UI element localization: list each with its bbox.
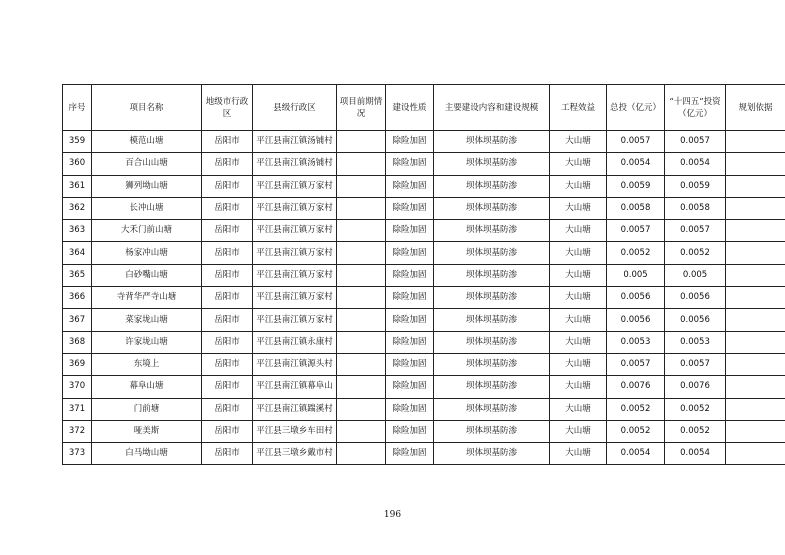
cell-content: 坝体坝基防渗 <box>434 309 550 331</box>
cell-basis <box>726 443 785 465</box>
cell-benefit: 大山塘 <box>550 153 607 175</box>
cell-basis <box>726 398 785 420</box>
cell-city: 岳阳市 <box>202 398 253 420</box>
cell-content: 坝体坝基防渗 <box>434 197 550 219</box>
cell-city: 岳阳市 <box>202 443 253 465</box>
cell-county: 平江县南江镇汤铺村 <box>253 153 337 175</box>
cell-county: 平江县三墩乡戴市村 <box>253 443 337 465</box>
cell-total-investment: 0.0057 <box>607 220 665 242</box>
cell-county: 平江县南江镇万家村 <box>253 264 337 286</box>
cell-seq: 362 <box>63 197 92 219</box>
cell-total-investment: 0.0054 <box>607 153 665 175</box>
cell-preliminary <box>337 242 386 264</box>
cell-county: 平江县南江镇汤铺村 <box>253 131 337 153</box>
cell-preliminary <box>337 398 386 420</box>
cell-city: 岳阳市 <box>202 175 253 197</box>
table-header-row <box>63 85 785 131</box>
cell-content: 坝体坝基防渗 <box>434 264 550 286</box>
cell-county: 平江县南江镇踹溪村 <box>253 398 337 420</box>
cell-seq: 368 <box>63 331 92 353</box>
cell-nature: 除险加固 <box>386 131 434 153</box>
cell-preliminary <box>337 220 386 242</box>
cell-preliminary <box>337 287 386 309</box>
header-city: 地级市行政区 <box>202 85 253 131</box>
cell-content: 坝体坝基防渗 <box>434 153 550 175</box>
cell-total-investment: 0.0076 <box>607 376 665 398</box>
cell-project-name: 大禾门前山塘 <box>92 220 202 242</box>
table-row <box>63 197 785 219</box>
cell-project-name: 杨家冲山塘 <box>92 242 202 264</box>
cell-project-name: 许家垅山塘 <box>92 331 202 353</box>
cell-preliminary <box>337 131 386 153</box>
cell-content: 坝体坝基防渗 <box>434 376 550 398</box>
cell-project-name: 菜家垅山塘 <box>92 309 202 331</box>
cell-city: 岳阳市 <box>202 287 253 309</box>
cell-nature: 除险加固 <box>386 443 434 465</box>
cell-nature: 除险加固 <box>386 264 434 286</box>
cell-city: 岳阳市 <box>202 353 253 375</box>
cell-content: 坝体坝基防渗 <box>434 420 550 442</box>
cell-nature: 除险加固 <box>386 175 434 197</box>
cell-145-investment: 0.0076 <box>665 376 726 398</box>
cell-content: 坝体坝基防渗 <box>434 131 550 153</box>
cell-preliminary <box>337 153 386 175</box>
cell-preliminary <box>337 353 386 375</box>
cell-benefit: 大山塘 <box>550 398 607 420</box>
header-benefit: 工程效益 <box>550 85 607 131</box>
cell-145-investment: 0.0054 <box>665 153 726 175</box>
cell-city: 岳阳市 <box>202 220 253 242</box>
cell-nature: 除险加固 <box>386 220 434 242</box>
header-total-investment: 总投（亿元） <box>607 85 665 131</box>
cell-benefit: 大山塘 <box>550 220 607 242</box>
cell-seq: 371 <box>63 398 92 420</box>
header-preliminary: 项目前期情况 <box>337 85 386 131</box>
cell-total-investment: 0.0052 <box>607 398 665 420</box>
cell-basis <box>726 220 785 242</box>
cell-content: 坝体坝基防渗 <box>434 242 550 264</box>
cell-project-name: 长冲山塘 <box>92 197 202 219</box>
cell-county: 平江县南江镇万家村 <box>253 197 337 219</box>
cell-preliminary <box>337 264 386 286</box>
table-row <box>63 175 785 197</box>
cell-benefit: 大山塘 <box>550 376 607 398</box>
header-seq: 序号 <box>63 85 92 131</box>
cell-145-investment: 0.0056 <box>665 309 726 331</box>
cell-preliminary <box>337 175 386 197</box>
table-row <box>63 353 785 375</box>
cell-project-name: 模范山塘 <box>92 131 202 153</box>
cell-total-investment: 0.0052 <box>607 420 665 442</box>
cell-seq: 359 <box>63 131 92 153</box>
cell-benefit: 大山塘 <box>550 420 607 442</box>
table-row <box>63 331 785 353</box>
cell-seq: 370 <box>63 376 92 398</box>
cell-preliminary <box>337 443 386 465</box>
table-body <box>63 131 785 465</box>
cell-total-investment: 0.0058 <box>607 197 665 219</box>
table-row <box>63 420 785 442</box>
cell-145-investment: 0.0052 <box>665 398 726 420</box>
cell-basis <box>726 153 785 175</box>
cell-total-investment: 0.0054 <box>607 443 665 465</box>
cell-county: 平江县三墩乡车田村 <box>253 420 337 442</box>
cell-preliminary <box>337 331 386 353</box>
cell-seq: 373 <box>63 443 92 465</box>
header-nature: 建设性质 <box>386 85 434 131</box>
cell-nature: 除险加固 <box>386 398 434 420</box>
cell-benefit: 大山塘 <box>550 353 607 375</box>
table-row <box>63 443 785 465</box>
cell-project-name: 幕阜山塘 <box>92 376 202 398</box>
cell-basis <box>726 353 785 375</box>
cell-county: 平江县南江镇永康村 <box>253 331 337 353</box>
cell-basis <box>726 131 785 153</box>
cell-county: 平江县南江镇幕阜山 <box>253 376 337 398</box>
cell-nature: 除险加固 <box>386 376 434 398</box>
cell-preliminary <box>337 309 386 331</box>
cell-city: 岳阳市 <box>202 309 253 331</box>
cell-benefit: 大山塘 <box>550 264 607 286</box>
cell-seq: 367 <box>63 309 92 331</box>
cell-basis <box>726 376 785 398</box>
cell-total-investment: 0.0057 <box>607 131 665 153</box>
cell-benefit: 大山塘 <box>550 131 607 153</box>
cell-seq: 366 <box>63 287 92 309</box>
cell-nature: 除险加固 <box>386 153 434 175</box>
cell-seq: 360 <box>63 153 92 175</box>
cell-seq: 363 <box>63 220 92 242</box>
cell-content: 坝体坝基防渗 <box>434 331 550 353</box>
cell-145-investment: 0.0053 <box>665 331 726 353</box>
cell-nature: 除险加固 <box>386 331 434 353</box>
cell-content: 坝体坝基防渗 <box>434 443 550 465</box>
cell-nature: 除险加固 <box>386 287 434 309</box>
table-row <box>63 242 785 264</box>
cell-145-investment: 0.0052 <box>665 420 726 442</box>
cell-county: 平江县南江镇源头村 <box>253 353 337 375</box>
cell-project-name: 白砂嘴山塘 <box>92 264 202 286</box>
cell-seq: 361 <box>63 175 92 197</box>
cell-145-investment: 0.0057 <box>665 220 726 242</box>
header-145-investment: “十四五”投资（亿元） <box>665 85 726 131</box>
cell-145-investment: 0.0052 <box>665 242 726 264</box>
cell-seq: 372 <box>63 420 92 442</box>
cell-basis <box>726 309 785 331</box>
cell-total-investment: 0.0052 <box>607 242 665 264</box>
table-row <box>63 131 785 153</box>
cell-content: 坝体坝基防渗 <box>434 353 550 375</box>
cell-project-name: 白马坳山塘 <box>92 443 202 465</box>
cell-preliminary <box>337 420 386 442</box>
table-row <box>63 398 785 420</box>
cell-benefit: 大山塘 <box>550 197 607 219</box>
cell-project-name: 东境上 <box>92 353 202 375</box>
cell-benefit: 大山塘 <box>550 309 607 331</box>
cell-city: 岳阳市 <box>202 197 253 219</box>
cell-content: 坝体坝基防渗 <box>434 175 550 197</box>
cell-seq: 365 <box>63 264 92 286</box>
cell-total-investment: 0.0059 <box>607 175 665 197</box>
cell-city: 岳阳市 <box>202 420 253 442</box>
cell-basis <box>726 175 785 197</box>
cell-nature: 除险加固 <box>386 242 434 264</box>
cell-benefit: 大山塘 <box>550 443 607 465</box>
cell-145-investment: 0.0057 <box>665 353 726 375</box>
cell-basis <box>726 287 785 309</box>
cell-county: 平江县南江镇万家村 <box>253 220 337 242</box>
header-content: 主要建设内容和建设规模 <box>434 85 550 131</box>
cell-preliminary <box>337 376 386 398</box>
cell-content: 坝体坝基防渗 <box>434 398 550 420</box>
cell-basis <box>726 331 785 353</box>
cell-nature: 除险加固 <box>386 420 434 442</box>
cell-total-investment: 0.005 <box>607 264 665 286</box>
cell-total-investment: 0.0053 <box>607 331 665 353</box>
cell-city: 岳阳市 <box>202 131 253 153</box>
cell-preliminary <box>337 197 386 219</box>
cell-city: 岳阳市 <box>202 153 253 175</box>
cell-benefit: 大山塘 <box>550 175 607 197</box>
cell-nature: 除险加固 <box>386 197 434 219</box>
cell-project-name: 门前塘 <box>92 398 202 420</box>
cell-content: 坝体坝基防渗 <box>434 287 550 309</box>
cell-basis <box>726 242 785 264</box>
cell-nature: 除险加固 <box>386 309 434 331</box>
cell-city: 岳阳市 <box>202 376 253 398</box>
table-row <box>63 264 785 286</box>
cell-nature: 除险加固 <box>386 353 434 375</box>
cell-benefit: 大山塘 <box>550 287 607 309</box>
table-row <box>63 153 785 175</box>
cell-benefit: 大山塘 <box>550 331 607 353</box>
header-basis: 规划依据 <box>726 85 785 131</box>
cell-city: 岳阳市 <box>202 331 253 353</box>
project-table <box>62 84 785 465</box>
cell-city: 岳阳市 <box>202 264 253 286</box>
header-project-name: 项目名称 <box>92 85 202 131</box>
cell-total-investment: 0.0057 <box>607 353 665 375</box>
cell-145-investment: 0.005 <box>665 264 726 286</box>
cell-basis <box>726 197 785 219</box>
table-row <box>63 220 785 242</box>
cell-basis <box>726 264 785 286</box>
cell-benefit: 大山塘 <box>550 242 607 264</box>
page-number: 196 <box>383 510 402 520</box>
cell-145-investment: 0.0058 <box>665 197 726 219</box>
cell-total-investment: 0.0056 <box>607 287 665 309</box>
cell-145-investment: 0.0056 <box>665 287 726 309</box>
cell-basis <box>726 420 785 442</box>
cell-seq: 369 <box>63 353 92 375</box>
cell-content: 坝体坝基防渗 <box>434 220 550 242</box>
cell-project-name: 哑美斯 <box>92 420 202 442</box>
cell-project-name: 狮列坳山塘 <box>92 175 202 197</box>
cell-county: 平江县南江镇万家村 <box>253 175 337 197</box>
cell-145-investment: 0.0054 <box>665 443 726 465</box>
cell-project-name: 百合山山塘 <box>92 153 202 175</box>
cell-county: 平江县南江镇万家村 <box>253 242 337 264</box>
cell-project-name: 寺背华严寺山塘 <box>92 287 202 309</box>
table-row <box>63 287 785 309</box>
header-county: 县级行政区 <box>253 85 337 131</box>
cell-total-investment: 0.0056 <box>607 309 665 331</box>
table-row <box>63 376 785 398</box>
cell-145-investment: 0.0059 <box>665 175 726 197</box>
cell-145-investment: 0.0057 <box>665 131 726 153</box>
cell-county: 平江县南江镇万家村 <box>253 287 337 309</box>
cell-seq: 364 <box>63 242 92 264</box>
cell-county: 平江县南江镇万家村 <box>253 309 337 331</box>
cell-city: 岳阳市 <box>202 242 253 264</box>
table-row <box>63 309 785 331</box>
